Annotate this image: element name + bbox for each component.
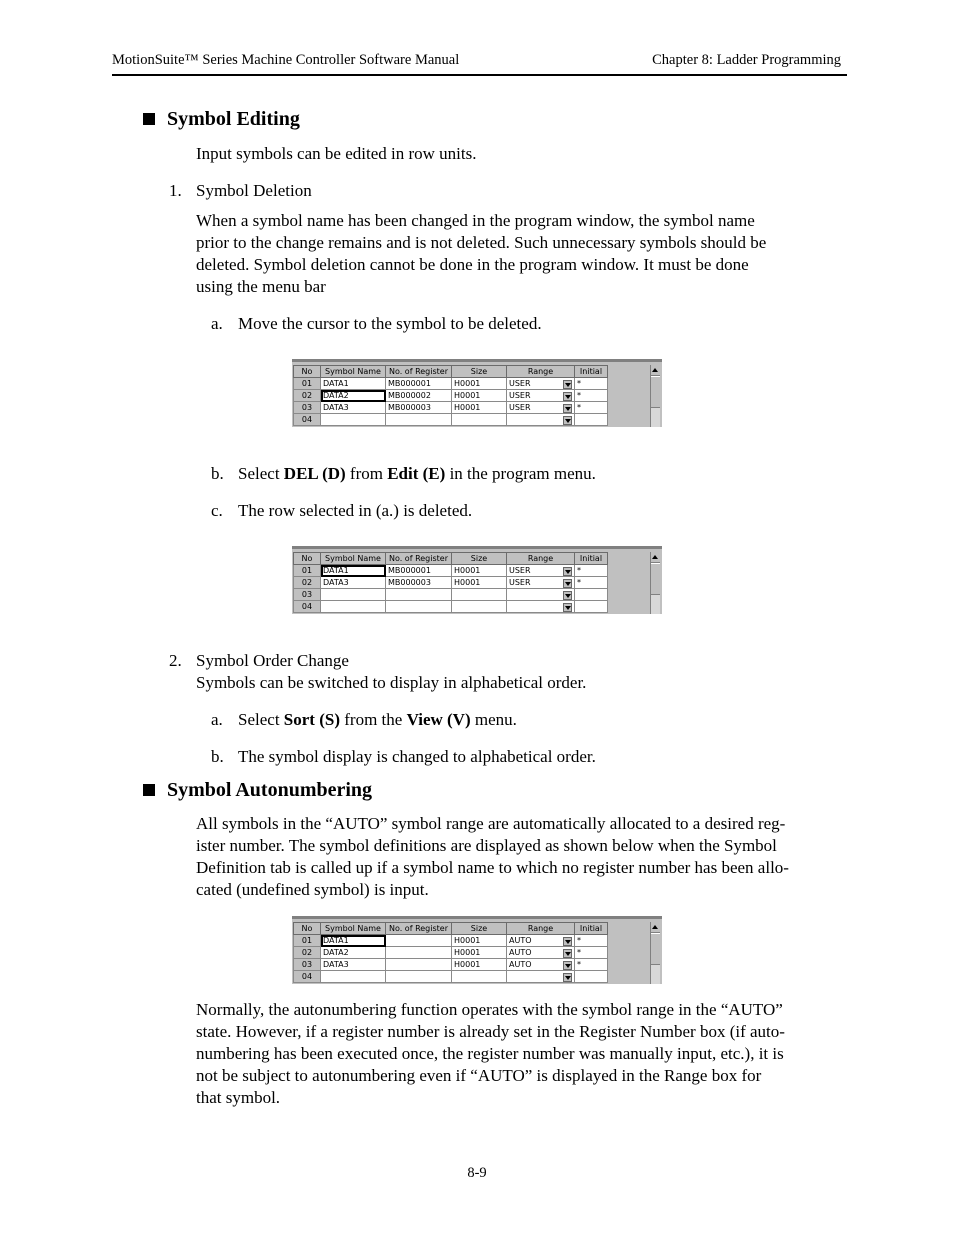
step-text: The row selected in (a.) is deleted. xyxy=(238,501,473,520)
size-cell[interactable] xyxy=(452,601,507,613)
text-run: from xyxy=(345,464,388,483)
symbol-name-cell[interactable]: DATA3 xyxy=(321,577,386,589)
dropdown-arrow-icon[interactable] xyxy=(563,567,572,576)
dropdown-arrow-icon[interactable] xyxy=(563,937,572,946)
table-header-row xyxy=(294,366,608,378)
dropdown-arrow-icon[interactable] xyxy=(563,603,572,612)
column-header: Size xyxy=(452,553,507,565)
range-value: USER xyxy=(509,402,531,412)
dropdown-arrow-icon[interactable] xyxy=(563,380,572,389)
symbol-name-cell[interactable] xyxy=(321,601,386,613)
table-row[interactable] xyxy=(294,378,608,390)
scroll-up-arrow-icon[interactable] xyxy=(651,552,660,563)
symbol-name-cell[interactable] xyxy=(321,414,386,426)
range-cell[interactable] xyxy=(507,402,575,414)
text-run: menu. xyxy=(470,710,517,729)
paragraph-line: cated (undefined symbol) is input. xyxy=(196,880,429,899)
row-number: 02 xyxy=(294,577,321,589)
register-cell[interactable]: MB000003 xyxy=(386,577,452,589)
step-text xyxy=(238,709,517,731)
register-cell[interactable]: MB000001 xyxy=(386,378,452,390)
section-heading-symbol-autonumbering xyxy=(143,779,372,802)
initial-cell[interactable]: * xyxy=(575,565,608,577)
text-run: Select xyxy=(238,710,284,729)
vertical-scrollbar[interactable] xyxy=(650,552,660,614)
initial-cell[interactable]: * xyxy=(575,378,608,390)
paragraph-line: not be subject to autonumbering even if “AUTO” is displayed in the Range box for xyxy=(196,1066,762,1085)
grid-side-panel xyxy=(610,365,650,427)
register-cell[interactable]: MB000003 xyxy=(386,402,452,414)
manual-title: MotionSuite™ Series Machine Controller Software Manual xyxy=(112,52,460,68)
column-header: Initial xyxy=(575,366,608,378)
symbol-table-screenshot xyxy=(292,916,662,984)
dropdown-arrow-icon[interactable] xyxy=(563,591,572,600)
register-cell[interactable] xyxy=(386,589,452,601)
size-cell[interactable] xyxy=(452,589,507,601)
paragraph-line: When a symbol name has been changed in the program window, the symbol name xyxy=(196,211,755,230)
range-value: AUTO xyxy=(509,947,532,957)
table-row[interactable] xyxy=(294,390,608,402)
range-cell[interactable] xyxy=(507,565,575,577)
vertical-scrollbar[interactable] xyxy=(650,922,660,984)
step-letter: c. xyxy=(211,501,223,520)
range-value: AUTO xyxy=(509,959,532,969)
autonumbering-note-paragraph xyxy=(196,999,844,1109)
column-header: Symbol Name xyxy=(321,553,386,565)
range-value: USER xyxy=(509,565,531,575)
dropdown-arrow-icon[interactable] xyxy=(563,949,572,958)
scrollbar-thumb[interactable] xyxy=(651,376,660,408)
initial-cell[interactable]: * xyxy=(575,577,608,589)
table-row[interactable] xyxy=(294,935,608,947)
initial-cell[interactable] xyxy=(575,601,608,613)
column-header: No. of Register xyxy=(386,553,452,565)
step-text: Move the cursor to the symbol to be deleted. xyxy=(238,314,542,333)
window-edge xyxy=(292,546,662,549)
symbol-table xyxy=(293,922,608,983)
paragraph-line: All symbols in the “AUTO” symbol range are automatically allocated to a desired reg- xyxy=(196,814,786,833)
window-edge xyxy=(292,359,662,362)
symbol-table xyxy=(293,365,608,426)
dropdown-arrow-icon[interactable] xyxy=(563,416,572,425)
scroll-up-arrow-icon[interactable] xyxy=(651,365,660,376)
autonumbering-paragraph xyxy=(196,813,844,901)
dropdown-arrow-icon[interactable] xyxy=(563,961,572,970)
size-cell[interactable]: H0001 xyxy=(452,402,507,414)
range-cell[interactable] xyxy=(507,589,575,601)
size-cell[interactable]: H0001 xyxy=(452,935,507,947)
register-cell[interactable] xyxy=(386,959,452,971)
table-row[interactable] xyxy=(294,947,608,959)
initial-cell[interactable] xyxy=(575,971,608,983)
item-title: Symbol Order Change xyxy=(196,651,349,670)
menu-command: Sort (S) xyxy=(283,710,340,729)
range-value: USER xyxy=(509,577,531,587)
dropdown-arrow-icon[interactable] xyxy=(563,973,572,982)
text-run: Select xyxy=(238,464,284,483)
menu-command: DEL (D) xyxy=(283,464,346,483)
size-cell[interactable] xyxy=(452,414,507,426)
range-cell[interactable] xyxy=(507,959,575,971)
symbol-table-screenshot xyxy=(292,546,662,614)
grid-side-panel xyxy=(610,552,650,614)
paragraph-line: Definition tab is called up if a symbol name to which no register number has been allo- xyxy=(196,858,789,877)
register-cell[interactable]: MB000001 xyxy=(386,565,452,577)
paragraph-line: Normally, the autonumbering function operates with the symbol range in the “AUTO” xyxy=(196,1000,783,1019)
row-number: 03 xyxy=(294,959,321,971)
column-header: Size xyxy=(452,366,507,378)
paragraph-line: ister number. The symbol definitions are displayed as shown below when the Symbol xyxy=(196,836,777,855)
symbol-name-cell-selected[interactable]: DATA1 xyxy=(321,935,386,947)
square-bullet-icon xyxy=(143,784,155,796)
column-header: Symbol Name xyxy=(321,366,386,378)
size-cell[interactable] xyxy=(452,971,507,983)
column-header: No. of Register xyxy=(386,923,452,935)
size-cell[interactable]: H0001 xyxy=(452,378,507,390)
menu-name: Edit (E) xyxy=(387,464,446,483)
row-number: 04 xyxy=(294,971,321,983)
column-header: Range xyxy=(507,366,575,378)
chapter-title: Chapter 8: Ladder Programming xyxy=(652,52,841,68)
table-row[interactable] xyxy=(294,959,608,971)
symbol-name-cell[interactable] xyxy=(321,971,386,983)
table-row[interactable] xyxy=(294,971,608,983)
column-header: No xyxy=(294,366,321,378)
column-header: Initial xyxy=(575,553,608,565)
window-edge xyxy=(292,916,662,919)
initial-cell[interactable]: * xyxy=(575,390,608,402)
text-run: from the xyxy=(340,710,407,729)
size-cell[interactable]: H0001 xyxy=(452,959,507,971)
row-number: 02 xyxy=(294,947,321,959)
scrollbar-thumb[interactable] xyxy=(651,563,660,595)
row-number: 01 xyxy=(294,935,321,947)
square-bullet-icon xyxy=(143,113,155,125)
table-row[interactable] xyxy=(294,402,608,414)
page-header xyxy=(112,52,847,76)
column-header: No xyxy=(294,923,321,935)
step-letter: b. xyxy=(211,747,224,766)
table-header-row xyxy=(294,923,608,935)
initial-cell[interactable]: * xyxy=(575,959,608,971)
table-row[interactable] xyxy=(294,577,608,589)
step-letter: b. xyxy=(211,464,224,483)
range-cell[interactable] xyxy=(507,971,575,983)
row-number: 04 xyxy=(294,601,321,613)
dropdown-arrow-icon[interactable] xyxy=(563,404,572,413)
grid-side-panel xyxy=(610,922,650,984)
symbol-name-cell[interactable] xyxy=(321,589,386,601)
register-cell[interactable] xyxy=(386,971,452,983)
paragraph-line: using the menu bar xyxy=(196,277,326,296)
initial-cell[interactable] xyxy=(575,414,608,426)
section-heading-symbol-editing xyxy=(143,108,300,131)
step-text: The symbol display is changed to alphabetical order. xyxy=(238,747,596,766)
dropdown-arrow-icon[interactable] xyxy=(563,579,572,588)
table-header-row xyxy=(294,553,608,565)
table-row[interactable] xyxy=(294,565,608,577)
page-number: 8-9 xyxy=(467,1165,487,1181)
section-title: Symbol Autonumbering xyxy=(167,779,373,801)
symbol-name-cell[interactable]: DATA3 xyxy=(321,959,386,971)
range-cell[interactable] xyxy=(507,947,575,959)
row-number: 01 xyxy=(294,378,321,390)
range-value: USER xyxy=(509,378,531,388)
range-cell[interactable] xyxy=(507,601,575,613)
row-number: 03 xyxy=(294,589,321,601)
paragraph-line: state. However, if a register number is already set in the Register Number box (if auto- xyxy=(196,1022,785,1041)
scroll-up-arrow-icon[interactable] xyxy=(651,922,660,933)
symbol-name-cell[interactable]: DATA1 xyxy=(321,378,386,390)
symbol-name-cell[interactable]: DATA3 xyxy=(321,402,386,414)
dropdown-arrow-icon[interactable] xyxy=(563,392,572,401)
step-text xyxy=(238,463,596,485)
symbol-name-cell-selected[interactable]: DATA2 xyxy=(321,390,386,402)
column-header: Size xyxy=(452,923,507,935)
row-number: 04 xyxy=(294,414,321,426)
item-description: Symbols can be switched to display in alphabetical order. xyxy=(196,673,587,692)
symbol-name-cell-selected[interactable]: DATA1 xyxy=(321,565,386,577)
range-cell[interactable] xyxy=(507,390,575,402)
size-cell[interactable]: H0001 xyxy=(452,947,507,959)
step-letter: a. xyxy=(211,314,223,333)
column-header: Symbol Name xyxy=(321,923,386,935)
column-header: Range xyxy=(507,923,575,935)
register-cell[interactable] xyxy=(386,935,452,947)
step-letter: a. xyxy=(211,710,223,729)
symbol-name-cell[interactable]: DATA2 xyxy=(321,947,386,959)
initial-cell[interactable]: * xyxy=(575,402,608,414)
column-header: Range xyxy=(507,553,575,565)
paragraph-line: that symbol. xyxy=(196,1088,281,1107)
range-value: USER xyxy=(509,390,531,400)
table-row[interactable] xyxy=(294,414,608,426)
column-header: Initial xyxy=(575,923,608,935)
initial-cell[interactable]: * xyxy=(575,947,608,959)
range-cell[interactable] xyxy=(507,577,575,589)
table-row[interactable] xyxy=(294,589,608,601)
deletion-paragraph xyxy=(196,210,844,298)
register-cell[interactable] xyxy=(386,601,452,613)
initial-cell[interactable] xyxy=(575,589,608,601)
symbol-table xyxy=(293,552,608,613)
column-header: No xyxy=(294,553,321,565)
item-number: 2. xyxy=(169,651,182,670)
menu-name: View (V) xyxy=(406,710,471,729)
section-intro: Input symbols can be edited in row units. xyxy=(196,144,477,163)
range-value: AUTO xyxy=(509,935,532,945)
vertical-scrollbar[interactable] xyxy=(650,365,660,427)
paragraph-line: prior to the change remains and is not deleted. Such unnecessary symbols should be xyxy=(196,233,767,252)
section-title: Symbol Editing xyxy=(167,108,300,130)
item-number: 1. xyxy=(169,181,182,200)
row-number: 03 xyxy=(294,402,321,414)
size-cell[interactable]: H0001 xyxy=(452,390,507,402)
column-header: No. of Register xyxy=(386,366,452,378)
range-cell[interactable] xyxy=(507,935,575,947)
row-number: 02 xyxy=(294,390,321,402)
table-row[interactable] xyxy=(294,601,608,613)
range-cell[interactable] xyxy=(507,414,575,426)
initial-cell[interactable]: * xyxy=(575,935,608,947)
paragraph-line: numbering has been executed once, the register number was manually input, etc.), it is xyxy=(196,1044,784,1063)
register-cell[interactable] xyxy=(386,414,452,426)
symbol-table-screenshot xyxy=(292,359,662,427)
item-title: Symbol Deletion xyxy=(196,181,312,200)
register-cell[interactable]: MB000002 xyxy=(386,390,452,402)
range-cell[interactable] xyxy=(507,378,575,390)
row-number: 01 xyxy=(294,565,321,577)
text-run: in the program menu. xyxy=(445,464,596,483)
scrollbar-thumb[interactable] xyxy=(651,933,660,965)
size-cell[interactable]: H0001 xyxy=(452,565,507,577)
size-cell[interactable]: H0001 xyxy=(452,577,507,589)
register-cell[interactable] xyxy=(386,947,452,959)
paragraph-line: deleted. Symbol deletion cannot be done in the program window. It must be done xyxy=(196,255,749,274)
